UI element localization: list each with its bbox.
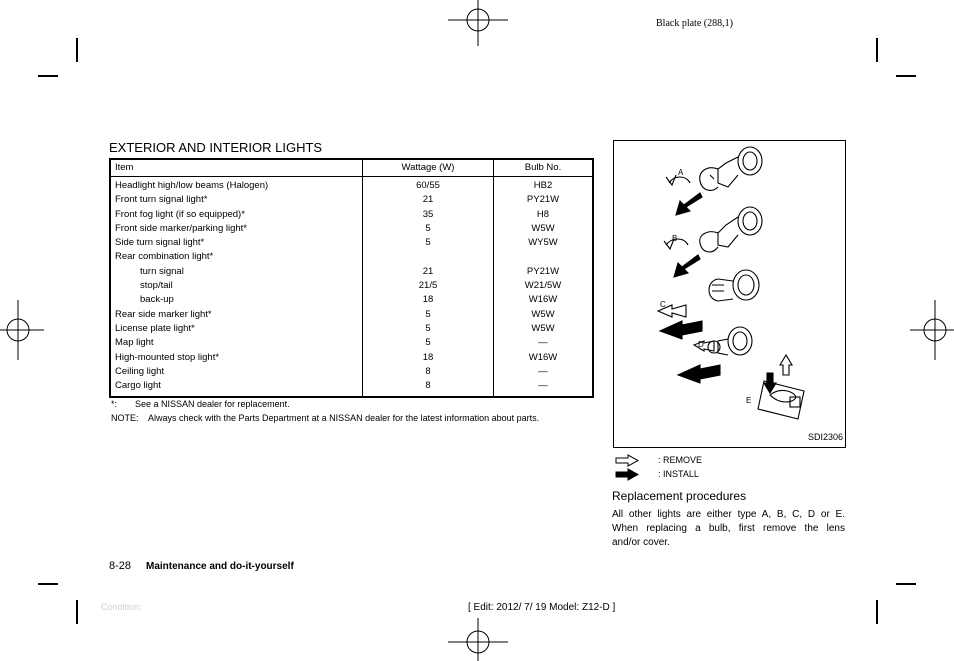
item-cell: Side turn signal light* xyxy=(115,237,205,249)
item-cell: Cargo light xyxy=(115,380,161,392)
install-arrow-c xyxy=(660,321,702,339)
wattage-cell: 35 xyxy=(363,208,494,222)
item-cell: back-up xyxy=(140,294,174,306)
table-row xyxy=(110,222,593,236)
plate-label: Black plate (288,1) xyxy=(656,18,733,29)
lights-table xyxy=(109,158,594,398)
table-row xyxy=(110,193,593,207)
footnote-star-text: See a NISSAN dealer for replacement. xyxy=(135,399,290,409)
bulb-types-figure xyxy=(613,140,846,448)
bulb-cell: — xyxy=(494,379,594,397)
replacement-body-line-1: All other lights are either type A, B, C, D or E. xyxy=(612,509,845,520)
wattage-cell: 8 xyxy=(363,379,494,397)
wattage-cell: 5 xyxy=(363,222,494,236)
column-header-bulb: Bulb No. xyxy=(494,159,594,177)
crop-mark xyxy=(896,583,916,585)
solid-arrow-icon xyxy=(615,468,639,481)
crop-mark xyxy=(38,75,58,77)
wattage-cell: 21 xyxy=(363,193,494,207)
item-cell: Front side marker/parking light* xyxy=(115,222,247,234)
install-arrow-d xyxy=(678,365,720,383)
install-arrow-e xyxy=(764,373,776,393)
wattage-cell: 5 xyxy=(363,336,494,350)
table-row xyxy=(110,308,593,322)
bulb-cell: HB2 xyxy=(494,177,594,194)
bulb-type-e-drawing xyxy=(758,355,804,419)
item-cell: Headlight high/low beams (Halogen) xyxy=(115,180,269,191)
footnote-star xyxy=(111,399,290,409)
edit-info: [ Edit: 2012/ 7/ 19 Model: Z12-D ] xyxy=(468,602,616,613)
item-cell: Ceiling light xyxy=(115,365,165,377)
table-row xyxy=(110,365,593,379)
label-type-c: C xyxy=(660,300,666,309)
condition-label: Condition: xyxy=(101,602,142,612)
item-cell: Front turn signal light* xyxy=(115,194,208,206)
replacement-body-line-3: and/or cover. xyxy=(612,537,670,548)
wattage-cell: 5 xyxy=(363,236,494,250)
replacement-body xyxy=(612,508,845,550)
footnote-note xyxy=(111,413,539,423)
bulb-cell: PY21W xyxy=(494,193,594,207)
crop-mark xyxy=(896,75,916,77)
bulb-cell: PY21W xyxy=(494,265,594,279)
replacement-body-line-2: When replacing a bulb, first remove the lens xyxy=(612,523,845,534)
table-header-row xyxy=(110,159,593,177)
item-cell: Rear combination light* xyxy=(115,251,214,263)
bulb-cell: W5W xyxy=(494,222,594,236)
table-row xyxy=(110,236,593,250)
note-text: Always check with the Parts Department at a NISSAN dealer for the latest information about parts. xyxy=(148,413,540,423)
wattage-cell: 8 xyxy=(363,365,494,379)
table-row xyxy=(110,322,593,336)
outline-arrow-icon xyxy=(615,454,639,467)
item-cell: turn signal xyxy=(140,265,184,277)
column-header-wattage: Wattage (W) xyxy=(363,159,494,177)
legend-remove-label: : REMOVE xyxy=(658,455,703,465)
item-cell: Front fog light (if so equipped)* xyxy=(115,208,245,220)
bulb-illustration xyxy=(614,141,845,447)
table-row xyxy=(110,293,593,307)
wattage-cell: 21/5 xyxy=(363,279,494,293)
running-footer-section: Maintenance and do-it-yourself xyxy=(146,561,294,572)
wattage-cell xyxy=(363,250,494,264)
table-row xyxy=(110,177,593,194)
crop-mark xyxy=(38,583,58,585)
item-cell: License plate light* xyxy=(115,322,195,334)
table-row xyxy=(110,250,593,264)
install-arrow-a xyxy=(676,193,702,215)
legend-install-label: : INSTALL xyxy=(658,469,699,479)
figure-code: SDI2306 xyxy=(808,432,844,442)
registration-mark-top xyxy=(448,0,508,46)
page-number: 8-28 xyxy=(109,560,132,572)
crop-mark xyxy=(76,38,78,62)
crop-mark xyxy=(76,600,78,624)
bulb-cell: — xyxy=(494,365,594,379)
bulb-cell: H8 xyxy=(494,208,594,222)
bulb-cell: W5W xyxy=(494,322,594,336)
install-arrow-b xyxy=(674,255,700,277)
section-title: EXTERIOR AND INTERIOR LIGHTS xyxy=(109,140,323,155)
registration-mark-bottom xyxy=(448,618,508,661)
item-cell: Rear side marker light* xyxy=(115,308,212,320)
table-row xyxy=(110,336,593,350)
bulb-type-c-drawing xyxy=(658,270,759,317)
bulb-cell: WY5W xyxy=(494,236,594,250)
table-row xyxy=(110,279,593,293)
wattage-cell: 18 xyxy=(363,351,494,365)
bulb-cell: — xyxy=(494,336,594,350)
wattage-cell: 60/55 xyxy=(363,177,494,194)
bulb-cell: W21/5W xyxy=(494,279,594,293)
crop-mark xyxy=(876,38,878,62)
label-type-b: B xyxy=(672,234,678,243)
crop-mark xyxy=(876,600,878,624)
replacement-title: Replacement procedures xyxy=(612,489,747,503)
wattage-cell: 18 xyxy=(363,293,494,307)
label-type-e: E xyxy=(746,396,752,405)
table-row xyxy=(110,208,593,222)
item-cell: stop/tail xyxy=(140,280,173,292)
registration-mark-left xyxy=(0,300,44,360)
table-row xyxy=(110,379,593,397)
item-cell: High-mounted stop light* xyxy=(115,351,220,363)
note-label: NOTE: xyxy=(111,413,139,423)
label-type-a: A xyxy=(678,168,684,177)
registration-mark-right xyxy=(910,300,954,360)
bulb-cell: W16W xyxy=(494,293,594,307)
bulb-cell: W16W xyxy=(494,351,594,365)
bulb-cell: W5W xyxy=(494,308,594,322)
wattage-cell: 21 xyxy=(363,265,494,279)
column-header-item: Item xyxy=(110,159,363,177)
label-type-d: D xyxy=(698,340,704,349)
item-cell: Map light xyxy=(115,337,154,349)
table-row xyxy=(110,351,593,365)
wattage-cell: 5 xyxy=(363,308,494,322)
wattage-cell: 5 xyxy=(363,322,494,336)
bulb-cell xyxy=(494,250,594,264)
footnote-star-mark: *: xyxy=(111,399,118,409)
table-row xyxy=(110,265,593,279)
